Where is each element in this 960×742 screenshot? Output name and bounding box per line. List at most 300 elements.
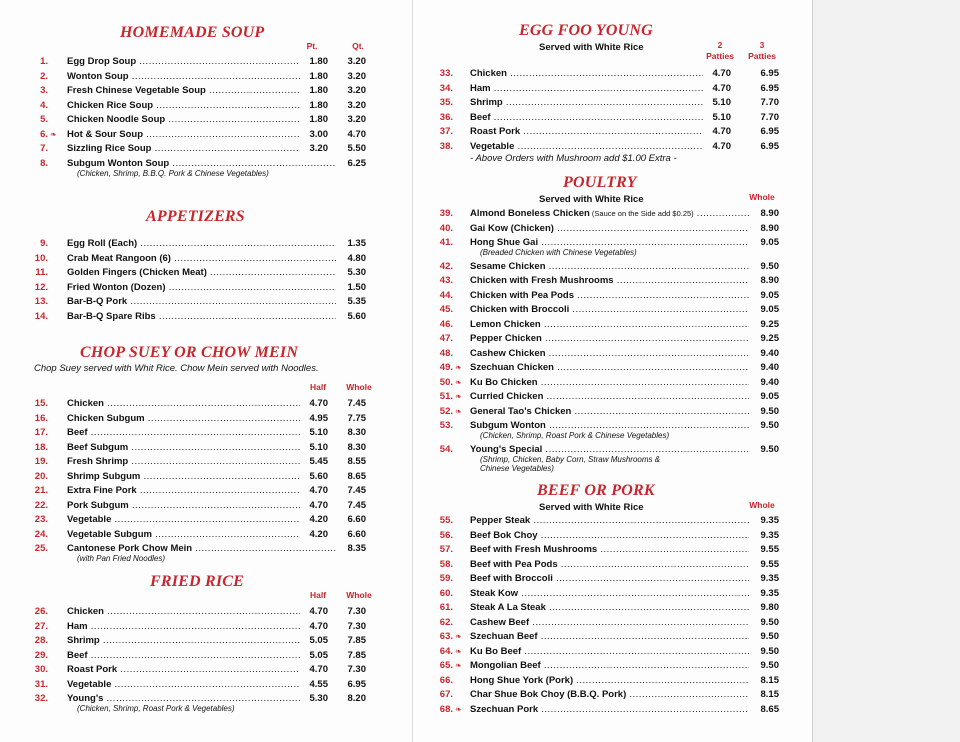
item-number: 6. bbox=[40, 128, 48, 140]
item-price-2: 9.55 bbox=[760, 558, 779, 570]
item-name bbox=[470, 573, 749, 584]
appetizers-title: APPETIZERS bbox=[146, 208, 245, 225]
item-name-text: Chicken with Fresh Mushrooms bbox=[470, 275, 614, 286]
item-price-2: 4.70 bbox=[347, 128, 366, 140]
item-name bbox=[67, 621, 300, 632]
item-number: 44. bbox=[439, 289, 453, 301]
item-name-text: Sesame Chicken bbox=[470, 260, 546, 272]
item-price-2: 9.35 bbox=[760, 573, 779, 584]
item-price-2: 8.65 bbox=[760, 703, 779, 715]
item-price-1: 5.10 bbox=[309, 427, 328, 438]
chopsuey-col2-header: Whole bbox=[346, 382, 372, 392]
item-price-1: 4.20 bbox=[309, 528, 328, 540]
item-name-text: Chicken bbox=[67, 398, 104, 409]
item-price-2: 7.70 bbox=[760, 111, 779, 123]
menu-item bbox=[433, 319, 791, 333]
item-name-text: Ham bbox=[470, 82, 491, 94]
item-price-2: 9.50 bbox=[760, 645, 779, 657]
spicy-pepper-icon: ❧ bbox=[455, 646, 462, 656]
item-number: 25. bbox=[34, 543, 48, 554]
spicy-pepper-icon: ❧ bbox=[455, 377, 462, 387]
item-price-1: 5.10 bbox=[309, 441, 328, 453]
item-price-2: 7.45 bbox=[347, 499, 366, 511]
item-number: 28. bbox=[34, 635, 48, 646]
item-name bbox=[470, 530, 749, 541]
item-name-text: Beef Subgum bbox=[67, 441, 129, 453]
item-number: 24. bbox=[34, 528, 48, 540]
item-number: 14. bbox=[34, 310, 48, 322]
item-price-2: 9.35 bbox=[760, 587, 779, 599]
item-name-text: Chicken with Broccoli bbox=[470, 304, 570, 315]
item-price-2: 6.95 bbox=[760, 68, 779, 79]
item-number: 31. bbox=[34, 678, 48, 690]
menu-item bbox=[433, 631, 791, 645]
soup-title: HOMEMADE SOUP bbox=[120, 24, 265, 41]
menu-left-page bbox=[0, 0, 412, 742]
item-price-1: 5.45 bbox=[309, 456, 328, 467]
item-name-text: Pork Subgum bbox=[67, 499, 129, 511]
item-name bbox=[470, 631, 749, 642]
menu-item bbox=[28, 679, 378, 693]
item-price-1: 5.05 bbox=[309, 635, 328, 646]
item-number: 46. bbox=[439, 318, 453, 330]
item-name bbox=[67, 543, 336, 554]
item-price-1: 5.05 bbox=[309, 649, 328, 661]
item-name bbox=[67, 500, 300, 511]
item-price-2: 9.50 bbox=[760, 260, 779, 272]
menu-item bbox=[28, 456, 378, 470]
item-price-2: 6.95 bbox=[760, 140, 779, 152]
item-name bbox=[67, 238, 336, 249]
menu-item bbox=[28, 442, 378, 456]
friedrice-title: FRIED RICE bbox=[150, 573, 245, 590]
item-name-text: Sizzling Rice Soup bbox=[67, 143, 152, 154]
menu-item bbox=[28, 650, 378, 664]
menu-item bbox=[28, 100, 378, 114]
item-name-text: Fresh Shrimp bbox=[67, 456, 129, 467]
item-name-text: Pepper Chicken bbox=[470, 333, 542, 344]
item-name-text: Lemon Chicken bbox=[470, 318, 541, 330]
item-number: 11. bbox=[35, 267, 48, 278]
item-number: 56. bbox=[439, 529, 453, 541]
item-number: 66. bbox=[439, 674, 453, 686]
item-price-2: 8.55 bbox=[347, 456, 366, 467]
item-price-2: 8.15 bbox=[760, 674, 779, 686]
item-name-text: Egg Roll (Each) bbox=[67, 238, 138, 249]
item-name bbox=[470, 544, 749, 555]
menu-item bbox=[433, 275, 791, 289]
menu-item bbox=[433, 704, 791, 718]
item-name bbox=[470, 97, 703, 108]
item-name-text: Beef Bok Choy bbox=[470, 529, 538, 541]
item-price-2: 9.35 bbox=[760, 515, 779, 526]
item-price-1: 4.70 bbox=[712, 126, 731, 137]
item-name bbox=[470, 675, 749, 686]
item-name bbox=[67, 158, 336, 169]
item-name-text: Gai Kow (Chicken) bbox=[470, 222, 554, 234]
item-price-1: 1.80 bbox=[309, 99, 328, 111]
item-number: 17. bbox=[34, 427, 48, 438]
beef-col2-header: Whole bbox=[749, 500, 775, 510]
item-name-text: Vegetable bbox=[67, 514, 112, 525]
item-name bbox=[67, 143, 300, 154]
item-name-text: Ku Bo Beef bbox=[470, 645, 522, 657]
item-name bbox=[67, 100, 300, 111]
item-name-text: Roast Pork bbox=[470, 126, 521, 137]
item-price-2: 9.40 bbox=[760, 362, 779, 373]
item-name bbox=[470, 237, 749, 248]
item-price-1: 3.20 bbox=[309, 143, 328, 154]
menu-item bbox=[433, 97, 791, 111]
item-price-2: 7.30 bbox=[347, 606, 366, 617]
item-price-2: 5.60 bbox=[347, 310, 366, 322]
menu-item bbox=[433, 530, 791, 544]
menu-item bbox=[433, 290, 791, 304]
item-price-1: 4.70 bbox=[309, 664, 328, 675]
item-price-2: 9.50 bbox=[760, 405, 779, 417]
item-price-1: 4.70 bbox=[309, 606, 328, 617]
menu-item bbox=[28, 143, 378, 157]
menu-item bbox=[28, 296, 378, 310]
item-price-2: 6.95 bbox=[760, 82, 779, 94]
beef-subtitle: Served with White Rice bbox=[539, 502, 644, 513]
item-name bbox=[67, 635, 300, 646]
item-price-2: 8.30 bbox=[347, 427, 366, 438]
item-name bbox=[470, 208, 749, 219]
soup-col1-header: Pt. bbox=[306, 41, 318, 51]
spicy-pepper-icon: ❧ bbox=[455, 632, 462, 641]
item-number: 3. bbox=[40, 85, 48, 96]
item-number: 49. bbox=[439, 362, 453, 373]
item-number: 61. bbox=[439, 602, 453, 613]
spicy-pepper-icon: ❧ bbox=[455, 704, 462, 714]
friedrice-col1-header: Half bbox=[309, 590, 327, 600]
item-price-2: 9.05 bbox=[760, 304, 779, 315]
item-price-1: 4.70 bbox=[309, 620, 328, 632]
item-number: 51. bbox=[439, 391, 453, 402]
item-name bbox=[470, 223, 749, 234]
item-name bbox=[67, 267, 336, 278]
item-price-2: 9.50 bbox=[760, 660, 779, 671]
item-number: 45. bbox=[439, 304, 453, 315]
item-name bbox=[470, 126, 703, 137]
menu-item bbox=[28, 56, 378, 70]
item-price-2: 6.60 bbox=[347, 514, 366, 525]
item-number: 16. bbox=[34, 412, 48, 424]
item-number: 60. bbox=[439, 587, 453, 599]
item-price-2: 8.65 bbox=[347, 470, 366, 482]
item-number: 10. bbox=[34, 252, 48, 264]
item-number: 19. bbox=[34, 456, 48, 467]
item-name bbox=[67, 427, 300, 438]
item-price-1: 4.55 bbox=[309, 678, 328, 690]
menu-item bbox=[28, 267, 378, 281]
item-name-text: Cashew Beef bbox=[470, 616, 530, 628]
menu-item bbox=[433, 362, 791, 376]
item-name bbox=[67, 85, 300, 96]
eggfoo-col2-header: 3 Patties bbox=[748, 40, 776, 61]
beef-title: BEEF OR PORK bbox=[537, 482, 655, 499]
item-name bbox=[470, 646, 749, 657]
menu-item bbox=[433, 112, 791, 126]
eggfoo-extra-note: - Above Orders with Mushroom add $1.00 Extra - bbox=[470, 153, 677, 164]
item-name bbox=[67, 398, 300, 409]
item-number: 55. bbox=[439, 515, 453, 526]
menu-item bbox=[433, 573, 791, 587]
item-number: 43. bbox=[439, 275, 453, 286]
chopsuey-col1-header: Half bbox=[309, 382, 327, 392]
menu-item bbox=[433, 208, 791, 222]
item-price-2: 7.85 bbox=[347, 635, 366, 646]
item-number: 50. bbox=[439, 376, 453, 388]
poultry-subtitle: Served with White Rice bbox=[539, 194, 644, 205]
item-name-text: Chicken bbox=[67, 606, 104, 617]
eggfoo-title: EGG FOO YOUNG bbox=[519, 22, 653, 39]
item-name bbox=[67, 129, 300, 140]
item-name-text: Vegetable Subgum bbox=[67, 528, 152, 540]
item-name-text: Beef with Fresh Mushrooms bbox=[470, 544, 598, 555]
item-price-2: 9.25 bbox=[760, 318, 779, 330]
item-price-1: 4.20 bbox=[309, 514, 328, 525]
item-price-2: 5.30 bbox=[347, 267, 366, 278]
menu-item bbox=[28, 71, 378, 85]
item-name-text: General Tao's Chicken bbox=[470, 405, 572, 417]
item-price-2: 7.75 bbox=[347, 412, 366, 424]
item-price-2: 9.80 bbox=[760, 602, 779, 613]
item-price-2: 5.50 bbox=[347, 143, 366, 154]
item-price-1: 1.80 bbox=[309, 56, 328, 67]
item-name bbox=[470, 588, 749, 599]
menu-item bbox=[28, 485, 378, 499]
item-name bbox=[67, 514, 300, 525]
item-number: 40. bbox=[439, 222, 453, 234]
item-name bbox=[67, 650, 300, 661]
item-price-2: 6.95 bbox=[760, 126, 779, 137]
chopsuey-title: CHOP SUEY OR CHOW MEIN bbox=[80, 344, 299, 361]
item-description: (Chicken, Shrimp, Roast Pork & Chinese Vegetables) bbox=[480, 431, 670, 440]
item-number: 54. bbox=[439, 443, 453, 455]
item-name bbox=[67, 456, 300, 467]
item-number: 37. bbox=[439, 126, 453, 137]
item-name bbox=[470, 83, 703, 94]
menu-item bbox=[28, 398, 378, 412]
item-price-2: 9.05 bbox=[760, 391, 779, 402]
item-name bbox=[67, 529, 300, 540]
item-name bbox=[470, 602, 749, 613]
item-price-2: 6.60 bbox=[347, 528, 366, 540]
item-number: 13. bbox=[34, 296, 48, 307]
item-name-text: Hong Shue York (Pork) bbox=[470, 674, 574, 686]
menu-item bbox=[433, 646, 791, 660]
item-name bbox=[67, 442, 300, 453]
spicy-pepper-icon: ❧ bbox=[455, 661, 462, 670]
item-name bbox=[470, 141, 703, 152]
item-number: 47. bbox=[439, 333, 453, 344]
item-price-2: 7.30 bbox=[347, 620, 366, 632]
item-number: 22. bbox=[34, 499, 48, 511]
menu-item bbox=[433, 348, 791, 362]
item-name bbox=[67, 606, 300, 617]
item-price-2: 8.90 bbox=[760, 222, 779, 234]
item-name-text: Vegetable bbox=[470, 140, 515, 152]
item-name bbox=[67, 413, 300, 424]
item-price-2: 7.45 bbox=[347, 485, 366, 496]
spicy-pepper-icon: ❧ bbox=[50, 129, 57, 139]
item-name bbox=[470, 420, 749, 431]
item-name-text: Szechuan Pork bbox=[470, 703, 539, 715]
item-description: (Breaded Chicken with Chinese Vegetables) bbox=[480, 248, 637, 257]
item-name-text: Egg Drop Soup bbox=[67, 56, 137, 67]
item-price-2: 6.25 bbox=[347, 157, 366, 169]
menu-item bbox=[433, 515, 791, 529]
item-name-text: Beef bbox=[470, 111, 491, 123]
menu-item bbox=[433, 126, 791, 140]
item-name-text: Bar-B-Q Spare Ribs bbox=[67, 310, 156, 322]
item-number: 42. bbox=[439, 260, 453, 272]
item-price-2: 7.70 bbox=[760, 97, 779, 108]
menu-right-page bbox=[412, 0, 813, 742]
item-price-2: 9.50 bbox=[760, 631, 779, 642]
item-name bbox=[470, 275, 749, 286]
item-number: 35. bbox=[439, 97, 453, 108]
menu-item bbox=[28, 427, 378, 441]
item-number: 30. bbox=[34, 664, 48, 675]
item-name bbox=[470, 333, 749, 344]
item-number: 27. bbox=[34, 620, 48, 632]
menu-item bbox=[433, 391, 791, 405]
item-price-2: 4.80 bbox=[347, 252, 366, 264]
item-name-text: Chicken bbox=[470, 68, 507, 79]
item-name-text: Hot & Sour Soup bbox=[67, 128, 143, 140]
item-name-text: Ham bbox=[67, 620, 88, 632]
menu-item bbox=[28, 471, 378, 485]
item-description: (Shrimp, Chicken, Baby Corn, Straw Mushrooms & bbox=[480, 454, 661, 464]
eggfoo-col1-header: 2 Patties bbox=[706, 40, 734, 61]
item-number: 2. bbox=[40, 70, 48, 82]
item-price-2: 9.40 bbox=[760, 376, 779, 388]
item-price-2: 1.35 bbox=[347, 238, 366, 249]
item-name-text: Ku Bo Chicken bbox=[470, 376, 538, 388]
item-name-text: Roast Pork bbox=[67, 664, 118, 675]
item-name-text: Beef bbox=[67, 649, 88, 661]
item-number: 5. bbox=[40, 114, 48, 125]
item-name bbox=[67, 114, 300, 125]
item-price-1: 5.10 bbox=[712, 111, 731, 123]
item-number: 53. bbox=[439, 420, 453, 431]
item-number: 65. bbox=[439, 660, 453, 671]
item-name-text: Golden Fingers (Chicken Meat) bbox=[67, 267, 207, 278]
item-price-2: 9.50 bbox=[760, 443, 779, 455]
item-number: 34. bbox=[439, 82, 453, 94]
item-name-text: Beef bbox=[67, 427, 88, 438]
menu-item bbox=[28, 238, 378, 252]
menu-item bbox=[433, 588, 791, 602]
item-price-2: 9.50 bbox=[760, 420, 779, 431]
item-price-2: 7.85 bbox=[347, 649, 366, 661]
spicy-pepper-icon: ❧ bbox=[455, 406, 462, 416]
item-name bbox=[67, 56, 300, 67]
item-name bbox=[67, 471, 300, 482]
menu-item bbox=[433, 602, 791, 616]
item-price-1: 3.00 bbox=[309, 128, 328, 140]
menu-item bbox=[433, 304, 791, 318]
item-name bbox=[470, 112, 703, 123]
item-name bbox=[67, 311, 336, 322]
item-name bbox=[470, 391, 749, 402]
menu-item bbox=[28, 129, 378, 143]
item-number: 23. bbox=[34, 514, 48, 525]
item-price-2: 3.20 bbox=[347, 56, 366, 67]
item-name-text: Chicken Noodle Soup bbox=[67, 114, 166, 125]
item-name-text: Char Shue Bok Choy (B.B.Q. Pork) bbox=[470, 689, 627, 700]
item-price-2: 3.20 bbox=[347, 99, 366, 111]
menu-item bbox=[28, 664, 378, 678]
item-name-text: Almond Boneless Chicken bbox=[470, 208, 590, 219]
item-name bbox=[470, 559, 749, 570]
item-name-text: Crab Meat Rangoon (6) bbox=[67, 252, 171, 264]
menu-item bbox=[433, 68, 791, 82]
item-price-2: 9.50 bbox=[760, 616, 779, 628]
item-name bbox=[470, 617, 749, 628]
item-price-1: 4.70 bbox=[309, 485, 328, 496]
menu-item bbox=[28, 514, 378, 528]
item-name-text: Szechuan Chicken bbox=[470, 362, 554, 373]
item-name bbox=[470, 689, 749, 700]
item-name-text: Subgum Wonton bbox=[470, 420, 546, 431]
item-name-text: Cantonese Pork Chow Mein bbox=[67, 543, 193, 554]
item-number: 39. bbox=[439, 208, 453, 219]
item-name bbox=[470, 290, 749, 301]
item-name bbox=[470, 704, 749, 715]
scan-margin bbox=[812, 0, 960, 742]
item-name bbox=[470, 348, 749, 359]
item-name bbox=[470, 444, 749, 455]
item-name-text: Szechuan Beef bbox=[470, 631, 538, 642]
menu-item bbox=[433, 617, 791, 631]
menu-item bbox=[433, 544, 791, 558]
chopsuey-subtitle: Chop Suey served with Whit Rice. Chow Mein served with Noodles. bbox=[34, 363, 319, 374]
item-number: 18. bbox=[34, 441, 48, 453]
item-name-text: Subgum Wonton Soup bbox=[67, 157, 170, 169]
item-price-2: 9.05 bbox=[760, 237, 779, 248]
soup-col2-header: Qt. bbox=[352, 41, 364, 51]
item-name-text: Steak Kow bbox=[470, 587, 519, 599]
poultry-title: POULTRY bbox=[563, 174, 637, 191]
item-name-text: Chicken Rice Soup bbox=[67, 99, 154, 111]
item-price-2: 1.50 bbox=[347, 281, 366, 293]
menu-item bbox=[433, 223, 791, 237]
menu-item bbox=[28, 500, 378, 514]
item-description: (Chicken, Shrimp, B.B.Q. Pork & Chinese Vegetables) bbox=[77, 168, 269, 178]
item-price-2: 9.05 bbox=[760, 289, 779, 301]
item-price-1: 4.95 bbox=[309, 412, 328, 424]
item-price-1: 4.70 bbox=[712, 68, 731, 79]
item-number: 68. bbox=[439, 703, 453, 715]
item-number: 58. bbox=[439, 558, 453, 570]
item-name bbox=[67, 71, 300, 82]
poultry-col2-header: Whole bbox=[749, 192, 775, 202]
item-number: 48. bbox=[439, 347, 453, 359]
item-name-text: Shrimp Subgum bbox=[67, 470, 141, 482]
item-name bbox=[67, 679, 300, 690]
spicy-pepper-icon: ❧ bbox=[455, 392, 462, 401]
item-aside: (Sauce on the Side add $0.25) bbox=[589, 209, 694, 218]
item-number: 32. bbox=[34, 693, 48, 704]
item-price-2: 9.25 bbox=[760, 333, 779, 344]
menu-item bbox=[28, 635, 378, 649]
item-name bbox=[470, 362, 749, 373]
item-name bbox=[470, 319, 749, 330]
